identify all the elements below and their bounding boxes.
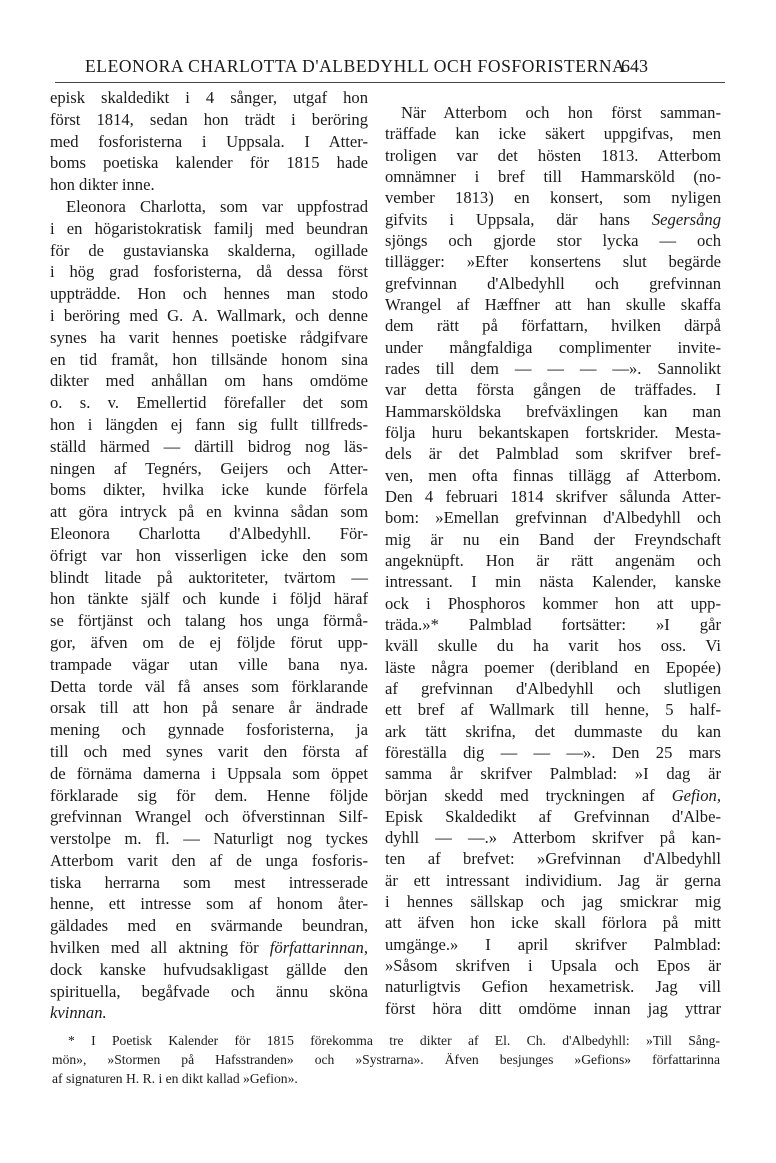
text-line: först höra ditt omdöme innan jag yttrar [385,998,721,1018]
italic-text: kvinnan. [50,1003,107,1023]
text-line: ett bref af Wallmark till henne, 5 half- [385,700,721,720]
text-line: dels är det Palmblad som skrifver bref- [385,444,721,464]
footnote-line: mön», »Stormen på Hafsstranden» och »Systrarna». Äfven besjunges »Gefions» författarinna [52,1052,720,1067]
text-line: för de gustavianska skalderna, ogillade [50,240,368,260]
text-line: Episk Skaldedikt af Grefvinnan d'Albe- [385,806,721,826]
text-line: dem rätt på författarn, hvilken därpå [385,316,721,336]
text-line: o. s. v. Emellertid förefaller det som [50,393,368,413]
running-header [55,56,725,80]
footnote-line: af signaturen H. R. i en dikt kallad »Gefion». [52,1071,298,1086]
text-line: boms dikter, hvilka icke kunde förfela [50,480,368,500]
text-line [385,785,721,806]
text-line: Den 4 februari 1814 skrifver sålunda Atter- [385,486,721,506]
text-line: gor, äfven om de ej följde förut upp- [50,632,368,652]
text-line: att göra intryck på en kvinna sådan som [50,502,368,522]
text-line: är ett intressant individium. Jag är gerna [385,870,721,890]
text-line: bom: »Emellan grefvinnan d'Albedyhll och [385,508,721,528]
text-line: gäldades med en svärmande beundran, [50,916,368,936]
text-line: ock i Phosphoros kommer hon att upp- [385,593,721,613]
text-line: till och med synes varit den första af [50,741,368,761]
text-line: tiska herrarna som mest intresserade [50,872,368,892]
text-line: orsak till att hon på senare år ändrade [50,698,368,718]
text-line: intressant. I min nästa Kalender, kanske [385,572,721,592]
text-line: grefvinnan d'Albedyhll och grefvinnan [385,273,721,293]
header-rule [55,82,725,83]
italic-text: författarinnan, [269,938,368,958]
text-line: dikter med anhållan om hans omdöme [50,371,368,391]
text-line: boms poetiska kalender för 1815 hade [50,153,368,173]
text-line: dock kanske hufvudsakligast gällde den [50,959,368,979]
text-line: verstolpe m. fl. — Naturligt nog tyckes [50,829,368,849]
text-line: de förnäma damerna i Uppsala som öppet [50,763,368,783]
text-line: under mångfaldiga complimenter invite- [385,337,721,357]
text-line: naturligtvis Gefion hexametrisk. Jag vill [385,977,721,997]
text-line: uppträdde. Hon och hennes man stodo [50,284,368,304]
text-line: först 1814, sedan hon trädt i beröring [50,109,368,129]
page-number: 643 [621,56,648,76]
text-line: När Atterbom och hon först samman- [401,103,721,122]
text-line: att äfven hon icke skall förlora på mitt [385,913,721,933]
text-line: Eleonora Charlotta, som var uppfostrad [66,196,368,216]
text-line [50,1002,368,1024]
text-line: förklarade sig för dem. Henne följde [50,785,368,805]
text-line: föreställa dig — — —». Den 25 mars [385,742,721,762]
text-line: »Såsom skrifven i Upsala och Epos är [385,956,721,976]
text-line: öfrigt var hon visserligen icke den som [50,545,368,565]
text-line: hon tänkte själf och kunde i följd häraf [50,589,368,609]
text-line: hon i längden ej fann sig fullt tillfreds- [50,414,368,434]
text-line: Eleonora Charlotta d'Albedyhll. För- [50,523,368,543]
text-line: ten af brefvet: »Grefvinnan d'Albedyhll [385,849,721,869]
running-title: ELEONORA CHARLOTTA D'ALBEDYHLL OCH FOSFORISTERNA [85,56,626,76]
text-line: ven, men ofta finnas tillägg af Atterbom. [385,465,721,485]
text-segment: gifvits i Uppsala, där hans [385,209,652,229]
text-line: läste några poemer (deribland en Epopée) [385,657,721,677]
text-line: af grefvinnan d'Albedyhll och slutligen [385,678,721,698]
text-line: synes ha varit hennes poetiske rådgifvare [50,327,368,347]
text-line: episk skaldedikt i 4 sånger, utgaf hon [50,88,368,107]
text-line: tillägger: »Efter konsertens slut begärde [385,252,721,272]
text-line: mening och gynnade fosforisterna, ja [50,720,368,740]
text-segment: hvilken med all aktning för [50,938,270,958]
text-line: träffade kan icke säkert uppgifvas, men [385,124,721,144]
text-line: i en högaristokratisk familj med beundran [50,218,368,238]
text-line: var detta första gången de träffades. I [385,380,721,400]
text-line: ställd härmed — därtill bidrog nog läs- [50,436,368,456]
text-line: Atterbom varit den af de unga fosforis- [50,850,368,870]
left-text-column [50,87,368,1024]
italic-text: Segersång [651,209,721,229]
text-line: sjöngs och gjorde stor lycka — och [385,230,721,250]
text-line: Wrangel af Hæffner att han skulle skaffa [385,294,721,314]
text-line: angeknüpft. Hon är rätt angenäm och [385,550,721,570]
text-line [50,937,368,959]
text-line: träda.»* Palmblad fortsätter: »I går [385,614,721,634]
text-line: se förtjänst och talang hos unga förmå- [50,611,368,631]
right-text-column [385,102,721,1019]
text-line: följa huru bekantskapen fortskrider. Mesta- [385,422,721,442]
footnote-line: * I Poetisk Kalender för 1815 förekomma tre dikter af El. Ch. d'Albedyhll: »Till Sång- [68,1033,720,1048]
text-line: med fosforisterna i Uppsala. I Atter- [50,131,368,151]
text-line: grefvinnan Wrangel och öfverstinnan Silf- [50,807,368,827]
text-line: henne, ett intresse som af honom åter- [50,894,368,914]
text-line: ark tätt skrifna, det dummaste du kan [385,721,721,741]
text-segment: början skedd med tryckningen af [385,785,672,805]
text-line [385,209,721,230]
text-line: omnämner i bref till Hammarsköld (no- [385,166,721,186]
text-line: spirituella, begåfvade och ännu sköna [50,981,368,1001]
text-line: ningen af Tegnérs, Geijers och Atter- [50,458,368,478]
text-line: i beröring med G. A. Wallmark, och denne [50,305,368,325]
footnote [52,1031,720,1088]
text-line: Hammarsköldska brefväxlingen kan man [385,401,721,421]
text-line: trampade vägar utan ville bana nya. [50,654,368,674]
text-line: rades till dem — — — —». Sannolikt [385,358,721,378]
text-line: Detta torde väl få anses som förklarande [50,676,368,696]
text-line: blindt litade på auktoriteter, tvärtom — [50,567,368,587]
text-line: samma år skrifver Palmblad: »I dag är [385,764,721,784]
text-line: hon dikter inne. [50,175,155,195]
text-line: en tid framåt, hon tillsände honom sina [50,349,368,369]
text-line: umgänge.» I april skrifver Palmblad: [385,934,721,954]
italic-text: Gefion, [671,785,721,805]
text-line: vember 1813) en konsert, som nyligen [385,188,721,208]
text-line: troligen var det hösten 1813. Atterbom [385,145,721,165]
text-line: i hennes sällskap och jag smickrar mig [385,892,721,912]
text-line: mig är nu ein Band der Freyndschaft [385,529,721,549]
text-line: kväll skulle du ha varit hos oss. Vi [385,636,721,656]
text-line: dyhll — —.» Atterbom skrifver på kan- [385,828,721,848]
text-line: i hög grad fosforisterna, då dessa först [50,262,368,282]
